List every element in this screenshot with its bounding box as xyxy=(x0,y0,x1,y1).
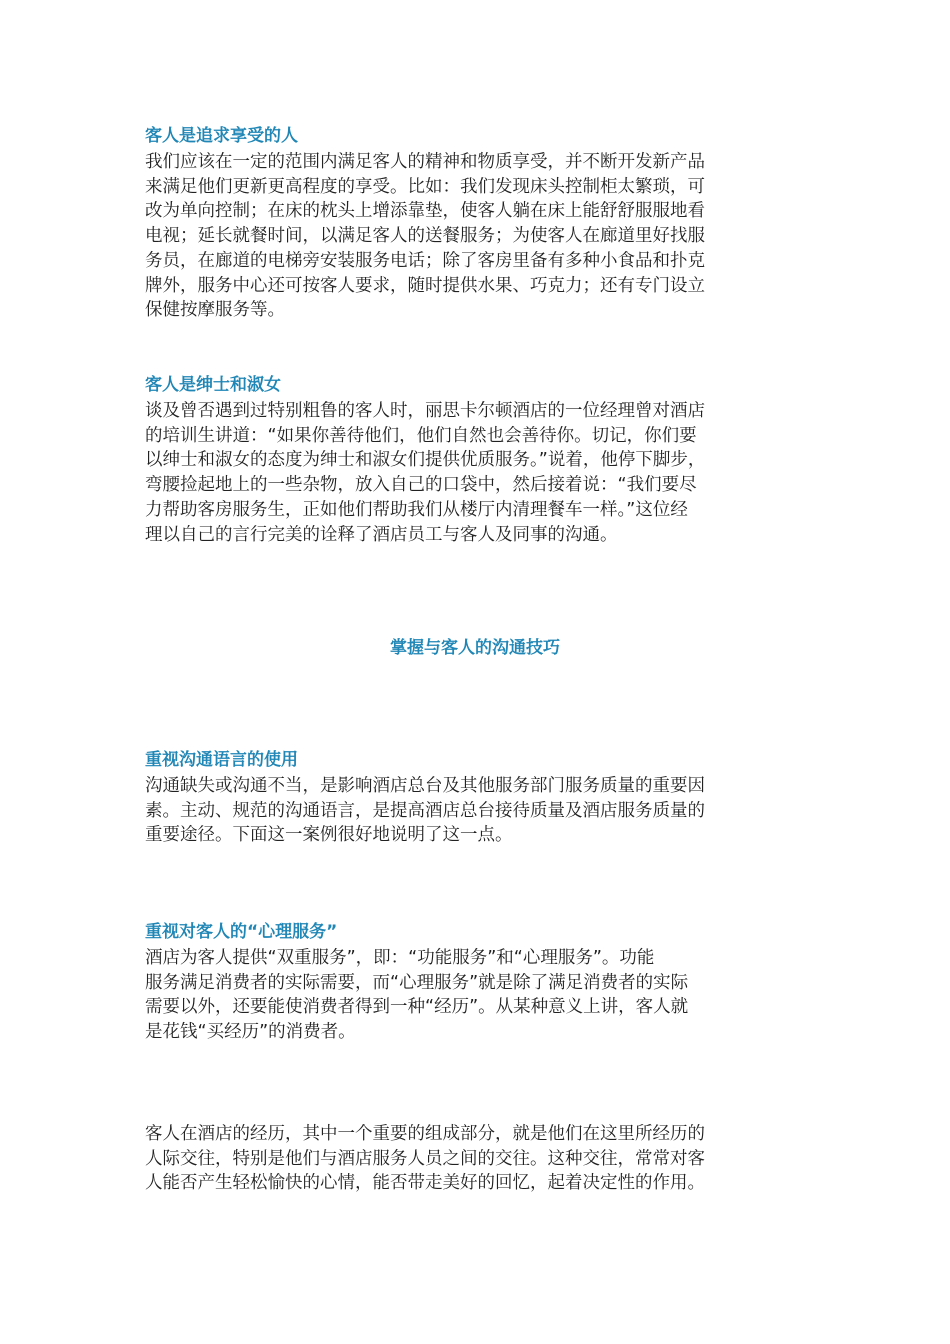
text-line: 人际交往，特别是他们与酒店服务人员之间的交往。这种交往，常常对客 xyxy=(145,1148,705,1169)
text-line: 务员，在廊道的电梯旁安装服务电话；除了客房里备有多种小食品和扑克 xyxy=(145,250,705,271)
paragraph-enjoyment xyxy=(145,150,810,323)
text-line: 我们应该在一定的范围内满足客人的精神和物质享受，并不断开发新产品 xyxy=(145,152,705,172)
section-heading-communication-language: 重视沟通语言的使用 xyxy=(145,750,298,770)
text-line: 牌外，服务中心还可按客人要求，随时提供水果、巧克力；还有专门设立 xyxy=(145,275,705,296)
text-line: 以绅士和淑女的态度为绅士和淑女们提供优质服务。”说着，他停下脚步， xyxy=(145,450,706,471)
section-heading-gentlemen-ladies: 客人是绅士和淑女 xyxy=(145,375,281,395)
text-line: 力帮助客房服务生，正如他们帮助我们从楼厅内清理餐车一样。”这位经 xyxy=(145,499,688,520)
paragraph-interpersonal-experience xyxy=(145,1122,810,1196)
text-line: 理以自己的言行完美的诠释了酒店员工与客人及同事的沟通。 xyxy=(145,524,618,545)
text-line: 沟通缺失或沟通不当，是影响酒店总台及其他服务部门服务质量的重要因 xyxy=(145,776,705,796)
section-heading-psychological-service: 重视对客人的“心理服务” xyxy=(145,922,338,942)
text-line: 重要途径。下面这一案例很好地说明了这一点。 xyxy=(145,825,513,846)
text-line: 的培训生讲道：“如果你善待他们，他们自然也会善待你。切记，你们要 xyxy=(145,425,697,446)
text-line: 需要以外，还要能使消费者得到一种“经历”。从某种意义上讲，客人就 xyxy=(145,997,689,1018)
text-line: 素。主动、规范的沟通语言，是提高酒店总台接待质量及酒店服务质量的 xyxy=(145,800,705,821)
text-line: 是花钱“买经历”的消费者。 xyxy=(145,1022,356,1043)
text-line: 改为单向控制；在床的枕头上增添靠垫，使客人躺在床上能舒舒服服地看 xyxy=(145,201,705,222)
text-line: 电视；延长就餐时间，以满足客人的送餐服务；为使客人在廊道里好找服 xyxy=(145,226,705,247)
text-line: 人能否产生轻松愉快的心情，能否带走美好的回忆，起着决定性的作用。 xyxy=(145,1173,705,1194)
text-line: 弯腰捡起地上的一些杂物，放入自己的口袋中，然后接着说：“我们要尽 xyxy=(145,475,697,496)
text-line: 来满足他们更新更高程度的享受。比如：我们发现床头控制柜太繁琐，可 xyxy=(145,176,705,197)
section-title-communication-skills: 掌握与客人的沟通技巧 xyxy=(390,638,560,658)
paragraph-communication-language xyxy=(145,774,810,848)
section-heading-enjoyment: 客人是追求享受的人 xyxy=(145,126,298,146)
text-line: 谈及曾否遇到过特别粗鲁的客人时，丽思卡尔顿酒店的一位经理曾对酒店 xyxy=(145,401,705,421)
text-line: 保健按摩服务等。 xyxy=(145,300,285,321)
text-line: 客人在酒店的经历，其中一个重要的组成部分，就是他们在这里所经历的 xyxy=(145,1124,705,1144)
paragraph-gentlemen-ladies xyxy=(145,399,810,547)
text-line: 服务满足消费者的实际需要，而“心理服务”就是除了满足消费者的实际 xyxy=(145,972,689,993)
paragraph-psychological-service xyxy=(145,946,810,1045)
text-line: 酒店为客人提供“双重服务”，即：“功能服务”和“心理服务”。功能 xyxy=(145,948,655,968)
